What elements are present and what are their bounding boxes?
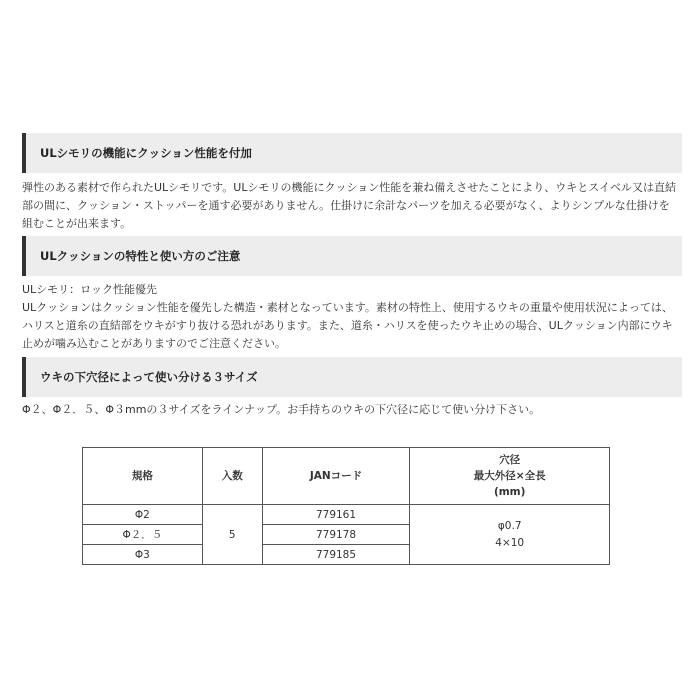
paragraph-line: 止めが噛み込むことがありますのでご注意ください。 xyxy=(22,337,286,350)
cell-hole: φ0.7 xyxy=(497,519,522,532)
heading-accent-bar xyxy=(22,133,26,173)
paragraph-line: Φ２、Φ２．５、Φ３mmの３サイズをラインナップ。お手持ちのウキの下穴径に応じて使い分け下さい。 xyxy=(22,403,541,416)
cell-spec: Φ3 xyxy=(83,545,203,565)
spec-table xyxy=(82,447,610,565)
cell-size: 4×10 xyxy=(495,536,525,549)
section-heading-characteristics xyxy=(22,236,682,276)
paragraph-line: ULクッションはクッション性能を優先した構造・素材となっています。素材の特性上、使用するウキの重量や使用状況によっては、 xyxy=(22,301,673,314)
paragraph-line: ULシモリ：ロック性能優先 xyxy=(22,283,157,296)
header-hole-line2: 最大外径×全長 xyxy=(473,470,546,482)
heading-accent-bar xyxy=(22,236,26,276)
section-heading-three-sizes xyxy=(22,357,682,397)
paragraph-line: 弾性のある素材で作られたULシモリです。ULシモリの機能にクッション性能を兼ね備えさせたことにより、ウキとスイベル又は直結 xyxy=(22,181,677,194)
section-heading-cushion-function xyxy=(22,133,682,173)
section-paragraph-three-sizes xyxy=(22,401,687,419)
heading-accent-bar xyxy=(22,357,26,397)
cell-jan: 779161 xyxy=(262,505,410,525)
paragraph-line: 組むことが出来ます。 xyxy=(22,217,132,230)
header-qty: 入数 xyxy=(202,448,262,505)
table-header-row xyxy=(83,448,610,505)
cell-spec: Φ2 xyxy=(83,505,203,525)
cell-jan: 779185 xyxy=(262,545,410,565)
heading-label: ULクッションの特性と使い方のご注意 xyxy=(40,249,241,263)
header-hole xyxy=(410,448,610,505)
header-hole-line3: (mm) xyxy=(493,486,526,498)
table-row xyxy=(83,505,610,525)
paragraph-line: ハリスと道糸の直結部をウキがすり抜ける恐れがあります。また、道糸・ハリスを使ったウキ止めの場合、ULクッション内部にウキ xyxy=(22,319,673,332)
paragraph-line: 部の間に、クッション・ストッパーを通す必要がありません。仕掛けに余計なパーツを加える必要がなく、よりシンプルな仕掛けを xyxy=(22,199,670,212)
header-spec: 規格 xyxy=(83,448,203,505)
heading-label: ウキの下穴径によって使い分ける３サイズ xyxy=(40,370,258,384)
header-hole-line1: 穴径 xyxy=(499,454,521,466)
cell-qty: 5 xyxy=(202,505,262,565)
cell-jan: 779178 xyxy=(262,525,410,545)
cell-hole-size xyxy=(410,505,610,565)
heading-label: ULシモリの機能にクッション性能を付加 xyxy=(40,146,252,160)
section-paragraph-cushion-function xyxy=(22,179,687,233)
cell-spec: Φ２．５ xyxy=(83,525,203,545)
section-paragraph-characteristics xyxy=(22,281,687,353)
header-jan: JANコード xyxy=(262,448,410,505)
